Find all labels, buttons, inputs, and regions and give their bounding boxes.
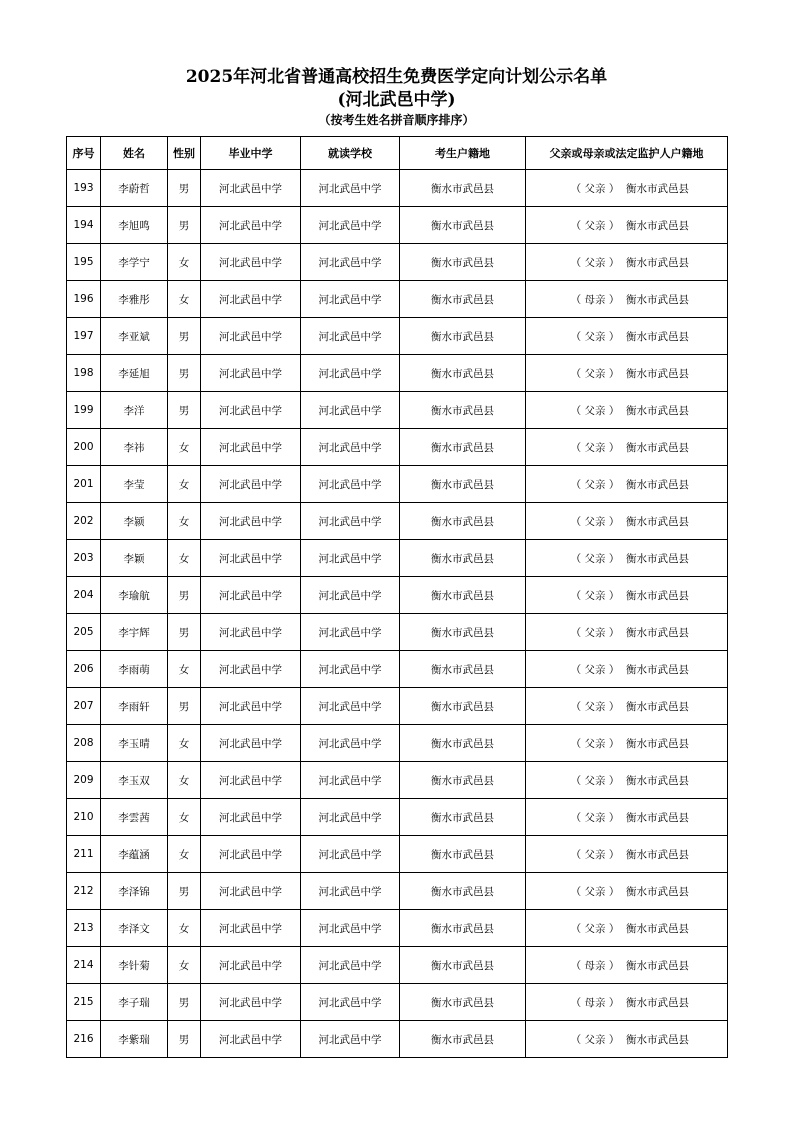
row-guardian <box>526 799 728 836</box>
row-seq: 215 <box>67 984 101 1021</box>
row-hukou: 衡水市武邑县 <box>400 762 526 799</box>
row-seq: 202 <box>67 503 101 540</box>
row-grad-school: 河北武邑中学 <box>201 873 301 910</box>
row-guardian <box>526 355 728 392</box>
table-body <box>67 170 728 1058</box>
row-seq: 213 <box>67 910 101 947</box>
header-current-school: 就读学校 <box>301 137 400 170</box>
row-name: 李蕴涵 <box>101 836 168 873</box>
guardian-hukou: 衡水市武邑县 <box>626 663 689 676</box>
table-row <box>67 836 728 873</box>
row-grad-school: 河北武邑中学 <box>201 1021 301 1058</box>
document-title: 2025年河北省普通高校招生免费医学定向计划公示名单 <box>185 67 608 87</box>
header-name: 姓名 <box>101 137 168 170</box>
guardian-hukou: 衡水市武邑县 <box>626 293 689 306</box>
row-grad-school: 河北武邑中学 <box>201 651 301 688</box>
guardian-relation: （ 父亲 ） <box>570 885 620 898</box>
row-seq: 214 <box>67 947 101 984</box>
row-hukou: 衡水市武邑县 <box>400 799 526 836</box>
row-gender: 女 <box>168 651 201 688</box>
row-gender: 女 <box>168 947 201 984</box>
row-grad-school: 河北武邑中学 <box>201 540 301 577</box>
table-row <box>67 281 728 318</box>
row-current-school: 河北武邑中学 <box>301 577 400 614</box>
row-grad-school: 河北武邑中学 <box>201 910 301 947</box>
row-guardian <box>526 762 728 799</box>
row-name: 李蔚哲 <box>101 170 168 207</box>
row-guardian <box>526 577 728 614</box>
row-hukou: 衡水市武邑县 <box>400 503 526 540</box>
row-current-school: 河北武邑中学 <box>301 392 400 429</box>
row-guardian <box>526 984 728 1021</box>
guardian-relation: （ 母亲 ） <box>570 959 620 972</box>
row-guardian <box>526 429 728 466</box>
row-guardian <box>526 725 728 762</box>
row-hukou: 衡水市武邑县 <box>400 318 526 355</box>
row-seq: 201 <box>67 466 101 503</box>
row-seq: 208 <box>67 725 101 762</box>
row-hukou: 衡水市武邑县 <box>400 207 526 244</box>
row-hukou: 衡水市武邑县 <box>400 688 526 725</box>
guardian-hukou: 衡水市武邑县 <box>626 848 689 861</box>
row-current-school: 河北武邑中学 <box>301 836 400 873</box>
row-current-school: 河北武邑中学 <box>301 688 400 725</box>
guardian-relation: （ 父亲 ） <box>570 330 620 343</box>
table-row <box>67 910 728 947</box>
row-name: 李洋 <box>101 392 168 429</box>
header-guardian-hukou: 父亲或母亲或法定监护人户籍地 <box>526 137 728 170</box>
row-name: 李雨轩 <box>101 688 168 725</box>
row-current-school: 河北武邑中学 <box>301 466 400 503</box>
guardian-relation: （ 父亲 ） <box>570 552 620 565</box>
guardian-hukou: 衡水市武邑县 <box>626 552 689 565</box>
row-guardian <box>526 1021 728 1058</box>
row-current-school: 河北武邑中学 <box>301 910 400 947</box>
table-row <box>67 244 728 281</box>
row-current-school: 河北武邑中学 <box>301 947 400 984</box>
row-gender: 女 <box>168 762 201 799</box>
row-hukou: 衡水市武邑县 <box>400 540 526 577</box>
row-grad-school: 河北武邑中学 <box>201 207 301 244</box>
row-grad-school: 河北武邑中学 <box>201 281 301 318</box>
row-guardian <box>526 281 728 318</box>
guardian-relation: （ 父亲 ） <box>570 737 620 750</box>
row-grad-school: 河北武邑中学 <box>201 836 301 873</box>
table-row <box>67 873 728 910</box>
roster-table <box>66 136 728 1058</box>
row-hukou: 衡水市武邑县 <box>400 725 526 762</box>
guardian-relation: （ 父亲 ） <box>570 700 620 713</box>
row-gender: 男 <box>168 318 201 355</box>
row-hukou: 衡水市武邑县 <box>400 910 526 947</box>
row-current-school: 河北武邑中学 <box>301 429 400 466</box>
table-row <box>67 947 728 984</box>
row-name: 李祎 <box>101 429 168 466</box>
guardian-hukou: 衡水市武邑县 <box>626 182 689 195</box>
table-row <box>67 392 728 429</box>
guardian-relation: （ 父亲 ） <box>570 441 620 454</box>
header-gender: 性别 <box>168 137 201 170</box>
guardian-hukou: 衡水市武邑县 <box>626 589 689 602</box>
row-hukou: 衡水市武邑县 <box>400 170 526 207</box>
guardian-hukou: 衡水市武邑县 <box>626 1033 689 1046</box>
row-hukou: 衡水市武邑县 <box>400 1021 526 1058</box>
table-row <box>67 762 728 799</box>
row-current-school: 河北武邑中学 <box>301 614 400 651</box>
row-grad-school: 河北武邑中学 <box>201 170 301 207</box>
row-seq: 203 <box>67 540 101 577</box>
row-guardian <box>526 318 728 355</box>
row-gender: 女 <box>168 910 201 947</box>
guardian-relation: （ 父亲 ） <box>570 922 620 935</box>
guardian-hukou: 衡水市武邑县 <box>626 219 689 232</box>
row-current-school: 河北武邑中学 <box>301 244 400 281</box>
guardian-hukou: 衡水市武邑县 <box>626 330 689 343</box>
guardian-relation: （ 父亲 ） <box>570 626 620 639</box>
table-row <box>67 318 728 355</box>
row-grad-school: 河北武邑中学 <box>201 947 301 984</box>
row-seq: 206 <box>67 651 101 688</box>
guardian-hukou: 衡水市武邑县 <box>626 515 689 528</box>
row-grad-school: 河北武邑中学 <box>201 318 301 355</box>
row-name: 李针菊 <box>101 947 168 984</box>
header-grad-school: 毕业中学 <box>201 137 301 170</box>
document-subtitle: (河北武邑中学) <box>337 90 456 110</box>
row-name: 李玉晴 <box>101 725 168 762</box>
row-current-school: 河北武邑中学 <box>301 355 400 392</box>
row-seq: 199 <box>67 392 101 429</box>
guardian-relation: （ 父亲 ） <box>570 589 620 602</box>
row-guardian <box>526 614 728 651</box>
row-name: 李莹 <box>101 466 168 503</box>
guardian-hukou: 衡水市武邑县 <box>626 996 689 1009</box>
row-name: 李颖 <box>101 540 168 577</box>
row-gender: 男 <box>168 873 201 910</box>
row-current-school: 河北武邑中学 <box>301 984 400 1021</box>
row-name: 李瑜航 <box>101 577 168 614</box>
row-guardian <box>526 207 728 244</box>
row-guardian <box>526 392 728 429</box>
row-guardian <box>526 873 728 910</box>
row-gender: 女 <box>168 244 201 281</box>
row-gender: 男 <box>168 207 201 244</box>
row-guardian <box>526 651 728 688</box>
row-gender: 男 <box>168 688 201 725</box>
row-hukou: 衡水市武邑县 <box>400 984 526 1021</box>
row-seq: 197 <box>67 318 101 355</box>
table-row <box>67 170 728 207</box>
row-grad-school: 河北武邑中学 <box>201 762 301 799</box>
row-seq: 210 <box>67 799 101 836</box>
row-current-school: 河北武邑中学 <box>301 762 400 799</box>
row-gender: 女 <box>168 281 201 318</box>
header-hukou: 考生户籍地 <box>400 137 526 170</box>
row-name: 李雲茜 <box>101 799 168 836</box>
row-grad-school: 河北武邑中学 <box>201 984 301 1021</box>
guardian-hukou: 衡水市武邑县 <box>626 700 689 713</box>
row-grad-school: 河北武邑中学 <box>201 799 301 836</box>
table-header-row <box>67 137 728 170</box>
guardian-relation: （ 父亲 ） <box>570 256 620 269</box>
row-seq: 200 <box>67 429 101 466</box>
row-hukou: 衡水市武邑县 <box>400 429 526 466</box>
guardian-hukou: 衡水市武邑县 <box>626 256 689 269</box>
row-name: 李子瑞 <box>101 984 168 1021</box>
row-name: 李颍 <box>101 503 168 540</box>
table-row <box>67 799 728 836</box>
table-row <box>67 466 728 503</box>
row-hukou: 衡水市武邑县 <box>400 873 526 910</box>
row-current-school: 河北武邑中学 <box>301 540 400 577</box>
row-seq: 204 <box>67 577 101 614</box>
row-guardian <box>526 947 728 984</box>
row-gender: 男 <box>168 392 201 429</box>
table-row <box>67 355 728 392</box>
guardian-hukou: 衡水市武邑县 <box>626 811 689 824</box>
row-seq: 194 <box>67 207 101 244</box>
row-name: 李泽锦 <box>101 873 168 910</box>
row-seq: 193 <box>67 170 101 207</box>
guardian-hukou: 衡水市武邑县 <box>626 922 689 935</box>
row-name: 李雨萌 <box>101 651 168 688</box>
row-hukou: 衡水市武邑县 <box>400 651 526 688</box>
row-grad-school: 河北武邑中学 <box>201 429 301 466</box>
row-hukou: 衡水市武邑县 <box>400 577 526 614</box>
table-row <box>67 984 728 1021</box>
row-hukou: 衡水市武邑县 <box>400 836 526 873</box>
table-row <box>67 503 728 540</box>
row-hukou: 衡水市武邑县 <box>400 392 526 429</box>
row-seq: 209 <box>67 762 101 799</box>
row-hukou: 衡水市武邑县 <box>400 947 526 984</box>
guardian-hukou: 衡水市武邑县 <box>626 441 689 454</box>
row-current-school: 河北武邑中学 <box>301 281 400 318</box>
guardian-relation: （ 母亲 ） <box>570 996 620 1009</box>
row-grad-school: 河北武邑中学 <box>201 688 301 725</box>
row-guardian <box>526 503 728 540</box>
row-current-school: 河北武邑中学 <box>301 651 400 688</box>
table-row <box>67 429 728 466</box>
guardian-relation: （ 父亲 ） <box>570 515 620 528</box>
row-name: 李雅彤 <box>101 281 168 318</box>
row-current-school: 河北武邑中学 <box>301 207 400 244</box>
row-gender: 女 <box>168 466 201 503</box>
table-row <box>67 540 728 577</box>
row-name: 李延旭 <box>101 355 168 392</box>
row-name: 李宇辉 <box>101 614 168 651</box>
guardian-hukou: 衡水市武邑县 <box>626 737 689 750</box>
row-grad-school: 河北武邑中学 <box>201 614 301 651</box>
row-grad-school: 河北武邑中学 <box>201 725 301 762</box>
row-gender: 男 <box>168 984 201 1021</box>
row-guardian <box>526 836 728 873</box>
row-gender: 女 <box>168 429 201 466</box>
row-name: 李旭鸣 <box>101 207 168 244</box>
table-row <box>67 725 728 762</box>
row-name: 李亚斌 <box>101 318 168 355</box>
guardian-hukou: 衡水市武邑县 <box>626 959 689 972</box>
row-current-school: 河北武邑中学 <box>301 503 400 540</box>
row-hukou: 衡水市武邑县 <box>400 355 526 392</box>
row-gender: 女 <box>168 725 201 762</box>
row-name: 李玉双 <box>101 762 168 799</box>
row-hukou: 衡水市武邑县 <box>400 244 526 281</box>
guardian-hukou: 衡水市武邑县 <box>626 885 689 898</box>
guardian-relation: （ 父亲 ） <box>570 774 620 787</box>
row-seq: 196 <box>67 281 101 318</box>
row-guardian <box>526 688 728 725</box>
guardian-relation: （ 父亲 ） <box>570 848 620 861</box>
table-row <box>67 1021 728 1058</box>
row-guardian <box>526 466 728 503</box>
row-current-school: 河北武邑中学 <box>301 799 400 836</box>
guardian-hukou: 衡水市武邑县 <box>626 404 689 417</box>
guardian-hukou: 衡水市武邑县 <box>626 774 689 787</box>
guardian-relation: （ 父亲 ） <box>570 1033 620 1046</box>
row-gender: 男 <box>168 1021 201 1058</box>
header-seq: 序号 <box>67 137 101 170</box>
row-current-school: 河北武邑中学 <box>301 318 400 355</box>
row-current-school: 河北武邑中学 <box>301 170 400 207</box>
row-current-school: 河北武邑中学 <box>301 725 400 762</box>
row-grad-school: 河北武邑中学 <box>201 355 301 392</box>
row-seq: 205 <box>67 614 101 651</box>
row-gender: 女 <box>168 799 201 836</box>
row-gender: 女 <box>168 836 201 873</box>
row-seq: 211 <box>67 836 101 873</box>
row-seq: 216 <box>67 1021 101 1058</box>
row-seq: 207 <box>67 688 101 725</box>
table-row <box>67 688 728 725</box>
row-seq: 198 <box>67 355 101 392</box>
guardian-relation: （ 父亲 ） <box>570 367 620 380</box>
row-gender: 女 <box>168 540 201 577</box>
row-hukou: 衡水市武邑县 <box>400 614 526 651</box>
sort-note: （按考生姓名拼音顺序排序） <box>318 113 475 127</box>
guardian-relation: （ 父亲 ） <box>570 811 620 824</box>
table-row <box>67 207 728 244</box>
row-name: 李学宁 <box>101 244 168 281</box>
row-hukou: 衡水市武邑县 <box>400 281 526 318</box>
guardian-relation: （ 父亲 ） <box>570 219 620 232</box>
row-gender: 男 <box>168 577 201 614</box>
row-guardian <box>526 170 728 207</box>
guardian-hukou: 衡水市武邑县 <box>626 367 689 380</box>
guardian-relation: （ 母亲 ） <box>570 293 620 306</box>
row-seq: 212 <box>67 873 101 910</box>
table-row <box>67 577 728 614</box>
guardian-relation: （ 父亲 ） <box>570 478 620 491</box>
row-grad-school: 河北武邑中学 <box>201 503 301 540</box>
row-current-school: 河北武邑中学 <box>301 1021 400 1058</box>
table-row <box>67 651 728 688</box>
guardian-hukou: 衡水市武邑县 <box>626 478 689 491</box>
row-seq: 195 <box>67 244 101 281</box>
row-guardian <box>526 540 728 577</box>
row-name: 李紫瑞 <box>101 1021 168 1058</box>
row-name: 李泽文 <box>101 910 168 947</box>
table-row <box>67 614 728 651</box>
row-grad-school: 河北武邑中学 <box>201 466 301 503</box>
row-gender: 女 <box>168 503 201 540</box>
row-grad-school: 河北武邑中学 <box>201 392 301 429</box>
row-hukou: 衡水市武邑县 <box>400 466 526 503</box>
row-gender: 男 <box>168 170 201 207</box>
row-guardian <box>526 244 728 281</box>
row-gender: 男 <box>168 355 201 392</box>
guardian-hukou: 衡水市武邑县 <box>626 626 689 639</box>
row-current-school: 河北武邑中学 <box>301 873 400 910</box>
row-guardian <box>526 910 728 947</box>
guardian-relation: （ 父亲 ） <box>570 182 620 195</box>
guardian-relation: （ 父亲 ） <box>570 663 620 676</box>
row-grad-school: 河北武邑中学 <box>201 577 301 614</box>
row-grad-school: 河北武邑中学 <box>201 244 301 281</box>
guardian-relation: （ 父亲 ） <box>570 404 620 417</box>
row-gender: 男 <box>168 614 201 651</box>
